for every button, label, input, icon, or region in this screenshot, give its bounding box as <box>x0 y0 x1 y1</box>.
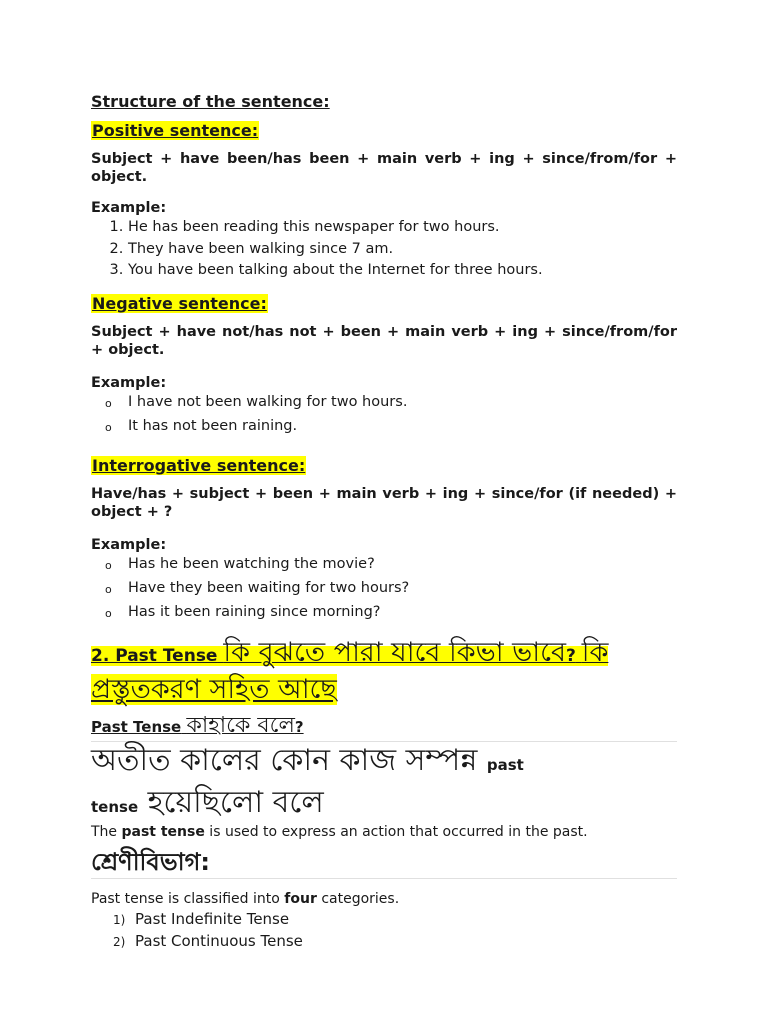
positive-example-list <box>91 217 677 282</box>
bullet-icon: o <box>105 558 112 572</box>
past-tense-heading-bn: কি বুঝতে পারা যাবে কিভা ভাবে <box>223 636 566 668</box>
past-tense-heading-line2: প্রস্তুতকরণ সহিত আছে <box>91 673 337 705</box>
positive-heading <box>91 121 677 140</box>
past-tense-heading-num: 2. Past Tense <box>91 645 218 666</box>
def-en-post: is used to express an action that occurred in the past. <box>204 823 588 840</box>
document-body <box>91 92 677 953</box>
interrogative-example-label: Example: <box>91 536 167 553</box>
positive-heading-text: Positive sentence: <box>92 121 259 140</box>
list-item <box>113 909 677 931</box>
list-item <box>105 578 677 602</box>
negative-heading <box>91 294 677 313</box>
def-en-pre: The <box>91 823 122 840</box>
negative-heading-text: Negative sentence: <box>92 293 267 313</box>
past-tense-heading-line1 <box>91 636 609 668</box>
positive-example-label: Example: <box>91 200 167 216</box>
positive-formula: Subject + have been/has been + main verb + ing + since/from/for + object. <box>91 151 677 185</box>
list-item-text: Has he been watching the movie? <box>128 555 375 572</box>
interrogative-heading <box>91 456 677 475</box>
past-tense-sub-bn: কাহাকে বলে <box>186 712 295 738</box>
past-tense-sub-q: ? <box>294 717 304 736</box>
list-item <box>105 602 677 626</box>
bullet-icon: o <box>105 582 112 596</box>
list-item: 1. He has been reading this newspaper for two hours. <box>128 217 677 239</box>
interrogative-example-list <box>91 554 677 626</box>
past-tense-sub-en: Past Tense <box>91 717 182 736</box>
page-title: Structure of the sentence: <box>91 92 330 111</box>
list-item-text: Has it been raining since morning? <box>128 603 381 620</box>
class-bn: শ্রেণীবিভাগ <box>91 847 201 876</box>
list-item-text: Past Continuous Tense <box>135 931 303 950</box>
bullet-icon: o <box>105 396 112 410</box>
list-item-text: Past Indefinite Tense <box>135 909 290 928</box>
list-item-text: It has not been raining. <box>128 417 298 434</box>
def-en-bold: past tense <box>121 823 205 840</box>
past-tense-heading-q: ? <box>565 645 576 666</box>
negative-example-list <box>91 392 677 440</box>
classification-text <box>91 889 677 909</box>
category-list <box>91 909 677 953</box>
list-item: 2. They have been walking since 7 am. <box>128 239 677 261</box>
past-tense-subheading <box>91 712 677 741</box>
negative-formula: Subject + have not/has not + been + main verb + ing + since/from/for + object. <box>91 323 677 358</box>
list-item <box>105 392 677 416</box>
class-en-bold: four <box>284 890 317 907</box>
past-tense-definition-en <box>91 822 677 842</box>
list-item <box>105 554 677 578</box>
negative-example-label: Example: <box>91 374 167 391</box>
def-bn-1: অতীত কালের কোন কাজ সম্পন্ন <box>91 742 478 778</box>
list-item <box>113 931 677 953</box>
def-en-small-2: tense <box>91 797 139 816</box>
divider <box>91 878 677 879</box>
past-tense-definition-bn <box>91 742 677 826</box>
list-item-text: Have they been waiting for two hours? <box>128 579 410 596</box>
interrogative-heading-text: Interrogative sentence: <box>92 455 306 475</box>
list-item: 3. You have been talking about the Internet for three hours. <box>128 260 677 282</box>
list-number: 1) <box>113 912 126 927</box>
past-tense-heading <box>91 636 677 710</box>
classification-heading <box>91 846 677 878</box>
class-en-pre: Past tense is classified into <box>91 890 285 907</box>
def-bn-2: হয়েছিলো বলে <box>147 784 324 820</box>
bullet-icon: o <box>105 606 112 620</box>
def-en-small: past <box>486 755 524 774</box>
interrogative-formula: Have/has + subject + been + main verb + ing + since/for (if needed) + object + ? <box>91 485 677 520</box>
past-tense-heading-bn-2: কি <box>581 636 609 668</box>
list-number: 2) <box>113 934 126 949</box>
list-item-text: I have not been walking for two hours. <box>128 393 408 410</box>
class-en-post: categories. <box>316 890 400 907</box>
list-item <box>105 416 677 440</box>
class-colon: : <box>200 847 210 876</box>
bullet-icon: o <box>105 420 112 434</box>
